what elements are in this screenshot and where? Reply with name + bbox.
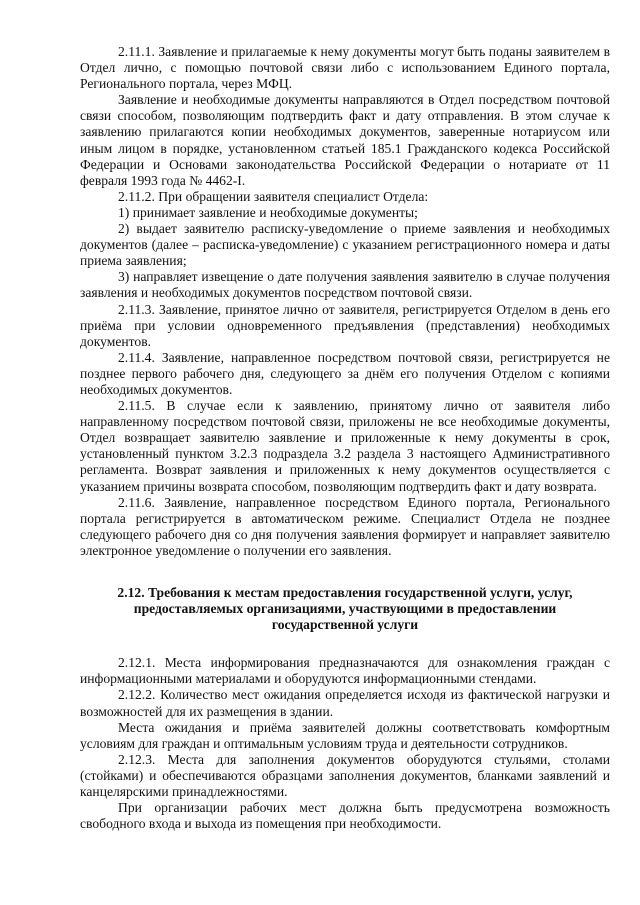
paragraph-2-11-5: 2.11.5. В случае если к заявлению, принятому лично от заявителя либо направленному посредством почтовой связи, приложены не все необходимые документы, Отдел возвращает заявителю заявление и приложенные к нему документы в срок, установленный пунктом 3.2.3 подраздела 3.2 раздела 3 настоящего Административного регламента. Возврат заявления и приложенных к нему документов осуществляется с указанием причины возврата способом, позволяющим подтвердить факт и дату возврата. <box>80 398 610 494</box>
paragraph-2-11-2: 2.11.2. При обращении заявителя специалист Отдела: <box>118 188 429 204</box>
paragraph-waiting-places: Места ожидания и приёма заявителей должны соответствовать комфортным условиям для граждан и оптимальным условиям труда и деятельности сотрудников. <box>80 719 610 751</box>
list-item-2: 2) выдает заявителю расписку-уведомление о приеме заявления и необходимых документов (далее – расписка-уведомление) с указанием регистрационного номера и даты приема заявления; <box>80 221 610 269</box>
list-item-1: 1) принимает заявление и необходимые документы; <box>118 204 418 220</box>
paragraph-2-11-1: 2.11.1. Заявление и прилагаемые к нему документы могут быть поданы заявителем в Отдел лично, с помощью почтовой связи либо с использованием Единого портала, Регионального портала, через МФЦ. <box>80 44 610 92</box>
paragraph-workplace-access: При организации рабочих мест должна быть предусмотрена возможность свободного входа и выхода из помещения при необходимости. <box>80 800 610 832</box>
paragraph-postal-submission: Заявление и необходимые документы направляются в Отдел посредством почтовой связи способом, позволяющим подтвердить факт и дату отправления. В этом случае к заявлению прилагаются копии необходимых документов, заверенные нотариусом или иным лицом в порядке, установленном статьей 185.1 Гражданского кодекса Российской Федерации и Основами законодательства Российской Федерации о нотариате от 11 февраля 1993 года № 4462-I. <box>80 92 610 188</box>
paragraph-2-12-2: 2.12.2. Количество мест ожидания определяется исходя из фактической нагрузки и возможностей для их размещения в здании. <box>80 687 610 719</box>
section-heading-2-12: 2.12. Требования к местам предоставления государственной услуги, услуг, предоставляемых организациями, участвующими в предоставлении государственной услуги <box>117 585 573 633</box>
paragraph-2-11-6: 2.11.6. Заявление, направленное посредством Единого портала, Регионального портала регистрируется в автоматическом режиме. Специалист Отдела не позднее следующего рабочего дня со дня получения заявления формирует и направляет заявителю электронное уведомление о получении его заявления. <box>80 494 610 558</box>
paragraph-2-12-3: 2.12.3. Места для заполнения документов оборудуются стульями, столами (стойками) и обеспечиваются образцами заполнения документов, бланками заявлений и канцелярскими принадлежностями. <box>80 751 610 800</box>
paragraph-2-11-4: 2.11.4. Заявление, направленное посредством почтовой связи, регистрируется не позднее первого рабочего дня, следующего за днём его получения Отделом с копиями необходимых документов. <box>80 349 610 397</box>
paragraph-2-12-1: 2.12.1. Места информирования предназначаются для ознакомления граждан с информационными материалами и оборудуются информационными стендами. <box>80 655 610 687</box>
list-item-3: 3) направляет извещение о дате получения заявления заявителю в случае получения заявления и необходимых документов посредством почтовой связи. <box>80 269 610 301</box>
paragraph-2-11-3: 2.11.3. Заявление, принятое лично от заявителя, регистрируется Отделом в день его приёма при условии одновременного предъявления (представления) необходимых документов. <box>80 301 610 349</box>
